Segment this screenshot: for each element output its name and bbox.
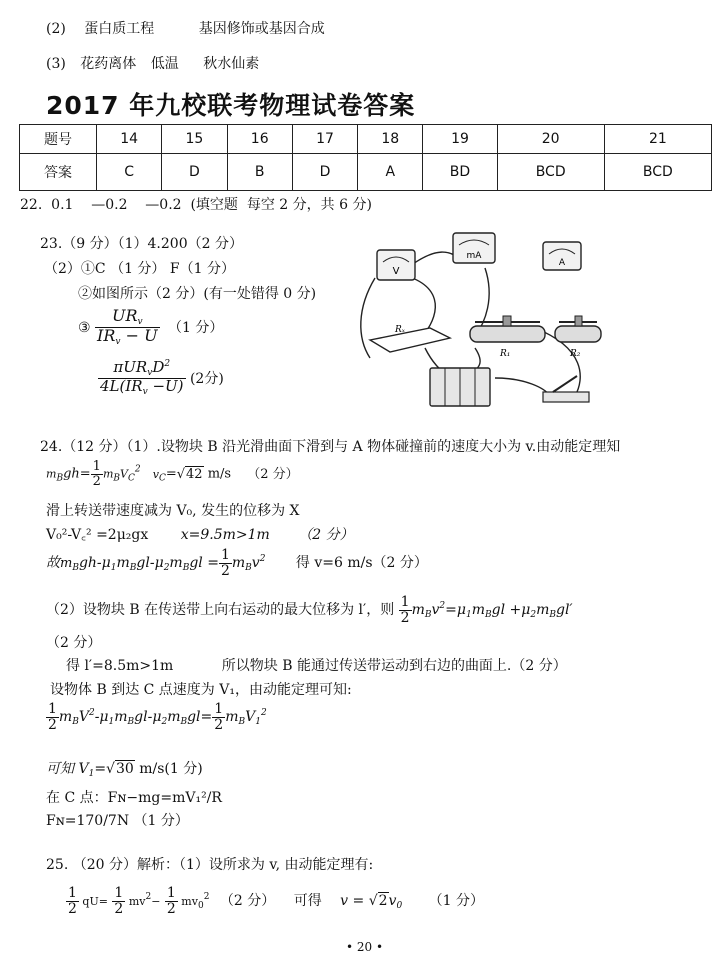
q24-line-12: 在 C 点：Fɴ−mg=mV₁²/R [46, 790, 222, 806]
q23-line-1: 23.（9 分）（1）4.200（2 分） [40, 236, 243, 252]
rheostat-r1-label: R₁ [500, 349, 511, 359]
resistor-rx-icon [370, 325, 450, 352]
q24-line-9: 设物体 B 到达 C 点速度为 V₁，由动能定理可知: [50, 682, 352, 698]
q23-formula-1: ③ $\frac{UR_v}{IR_v - U}$ （1 分） [78, 306, 224, 348]
voltmeter-icon [377, 250, 415, 280]
q25-line-1: 25. （20 分）解析：（1）设所求为 v, 由动能定理有: [46, 857, 374, 873]
q24-line-4: V₀²-V꜀² =2μ₂gx x=9.5m>1m （2 分） [46, 527, 354, 543]
table-cell: 18 [358, 125, 423, 154]
q24-line-3: 滑上转送带速度减为 V₀, 发生的位移为 X [46, 503, 300, 519]
rheostat-r2-label: R₂ [570, 349, 581, 359]
rheostat-r2-icon [555, 316, 601, 359]
table-cell: D [292, 154, 357, 191]
table-header-cell: 答案 [20, 154, 97, 191]
q24-formula-2: 故$m_Bgh-\mu_1m_Bgl-\mu_2m_Bgl$ = $\frac{1}{2}$ $m_Bv^2$ 得 v=6 m/s（2 分） [46, 547, 428, 579]
page-number: • 20 • [346, 940, 384, 954]
circuit-diagram [355, 228, 605, 414]
table-cell: 20 [497, 125, 604, 154]
table-cell: 17 [292, 125, 357, 154]
resistor-rx-label: Rₓ [395, 325, 405, 335]
table-cell: A [358, 154, 423, 191]
q23-formula-2: $\frac{\pi UR_vD^2}{4L(IR_v -U)}$ (2分) [100, 358, 224, 398]
table-cell: 21 [604, 125, 711, 154]
rheostat-r1-icon [470, 316, 545, 359]
ammeter-icon [543, 242, 581, 270]
answer-table [19, 124, 712, 191]
table-cell: C [97, 154, 162, 191]
q24-line-13: Fɴ=170/7N （1 分） [46, 813, 189, 829]
q24-line-8: 得 l′=8.5m>1m 所以物块 B 能通过传送带运动到右边的曲面上.（2 分） [66, 658, 567, 674]
q24-line-6: （2）设物块 B 在传送带上向右运动的最大位移为 l′，则 $\frac{1}{2}$ $m_Bv^2=\mu_1m_Bgl +\mu_2m_Bgl'$ [46, 594, 573, 626]
top-line-2: (3) 花药离体 低温 秋水仙素 [46, 56, 260, 72]
top-line-1: (2) 蛋白质工程 基因修饰或基因合成 [46, 21, 325, 37]
table-header-cell: 题号 [20, 125, 97, 154]
voltmeter-label: V [392, 266, 400, 277]
q24-line-7: （2 分） [46, 635, 102, 651]
q24-formula-3: $\frac{1}{2}$ $m_BV^2-\mu_1m_Bgl-\mu_2m_Bgl=$ $\frac{1}{2}$ $m_BV_1^2$ [48, 701, 267, 733]
q22-line: 22. 0.1 —0.2 —0.2 (填空题 每空 2 分，共 6 分) [20, 197, 372, 213]
table-row [20, 154, 712, 191]
q24-formula-1: $m_Bgh=$ $\frac{1}{2}$ $m_BV_C^2$ $v_C=√42$ m/s （2 分） [46, 459, 299, 489]
table-cell: B [227, 154, 292, 191]
milliammeter-icon [453, 233, 495, 263]
table-cell: 16 [227, 125, 292, 154]
page-title: 2017 年九校联考物理试卷答案 [46, 91, 416, 120]
q25-formula: $\frac{1}{2}$ qU= $\frac{1}{2}$ $mv^2-$ $\frac{1}{2}$ $mv_0^2$ （2 分） 可得 $v = √2v_0$ （1 分） [68, 885, 485, 917]
q24-line-1: 24.（12 分）（1）.设物块 B 沿光滑曲面下滑到与 A 物体碰撞前的速度大小为 v.由动能定理知 [40, 439, 621, 455]
table-cell: 14 [97, 125, 162, 154]
table-cell: 19 [423, 125, 497, 154]
q24-line-11: 可知 $V_1=√30$ m/s(1 分) [46, 761, 203, 779]
q23-line-3: ②如图所示（2 分）(有一处错得 0 分) [78, 286, 317, 302]
table-row [20, 125, 712, 154]
switch-icon [543, 376, 589, 402]
battery-icon [430, 368, 490, 406]
ammeter-label: A [558, 258, 566, 268]
table-cell: 15 [162, 125, 227, 154]
table-cell: BD [423, 154, 497, 191]
table-cell: BCD [497, 154, 604, 191]
table-cell: BCD [604, 154, 711, 191]
q23-line-2: （2）①C （1 分） F（1 分） [44, 261, 235, 277]
milliammeter-label: mA [466, 251, 482, 261]
table-cell: D [162, 154, 227, 191]
